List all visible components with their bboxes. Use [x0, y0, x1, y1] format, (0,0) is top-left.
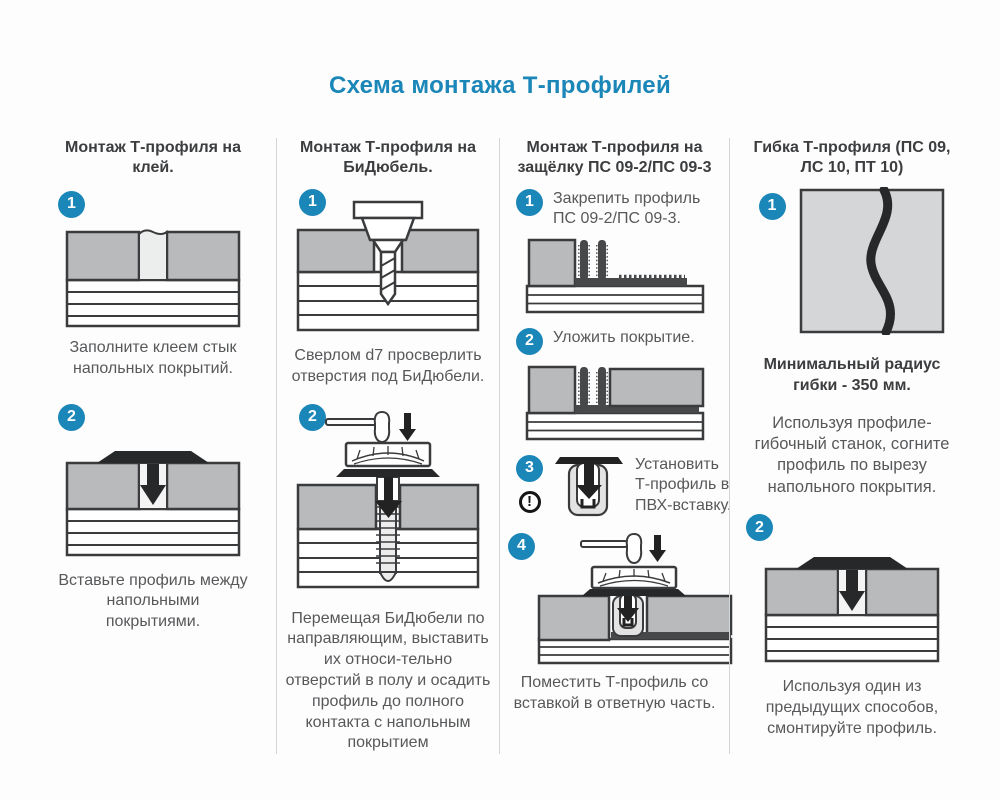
pvc-insert-diagram — [549, 455, 629, 521]
step-caption: Используя один из предыдущих способов, смонтируйте профиль. — [765, 678, 939, 737]
column-bidowel — [276, 138, 499, 754]
step-caption: Сверлом d7 просверлить отверстия под БиДюбели. — [291, 346, 485, 385]
step-number-badge: 3 — [516, 455, 543, 482]
tapping-block — [346, 443, 430, 466]
step-number-badge: 2 — [516, 328, 543, 355]
latch-profile-diagram — [525, 238, 705, 314]
column-bending-header: Гибка Т-профиля (ПС 09, ЛС 10, ПТ 10) — [753, 139, 951, 177]
latch-hammer-diagram — [537, 533, 733, 665]
machine-note: Используя профиле-гибочный станок, согните профиль по вырезу напольного покрытия. — [754, 413, 950, 496]
warning-icon: ! — [519, 491, 541, 513]
column-latch — [499, 138, 732, 754]
step-number-badge: 1 — [759, 193, 786, 220]
latch-covered-diagram — [525, 365, 705, 441]
t-profile-cap — [796, 557, 908, 569]
radius-note: Минимальный радиус гибки - 350 мм. — [763, 355, 941, 394]
columns-grid — [30, 138, 974, 754]
floor-covering — [610, 369, 703, 406]
t-profile-insert-diagram — [65, 441, 241, 559]
step-caption: Заполните клеем стык напольных покрытий. — [69, 338, 237, 377]
hammer-icon — [326, 412, 389, 442]
step-number-badge: 2 — [299, 404, 326, 431]
t-profile-insert-diagram — [764, 547, 940, 665]
column-glue-header: Монтаж Т-профиля на клей. — [65, 139, 241, 177]
step-label: Закрепить профиль ПС 09-2/ПС 09-3. — [553, 189, 701, 228]
step-number-badge: 2 — [746, 514, 773, 541]
down-arrow-icon — [399, 413, 416, 441]
step-number-badge: 4 — [508, 533, 535, 560]
step-number-badge: 1 — [58, 191, 85, 218]
down-arrow-icon — [649, 535, 666, 562]
column-bending — [729, 138, 974, 754]
step-number-badge: 1 — [516, 189, 543, 216]
step-caption: Вставьте профиль между напольными покрытиями. — [58, 571, 248, 631]
tapping-block — [592, 567, 676, 588]
step-caption: Поместить Т-профиль со вставкой в ответную часть. — [513, 673, 716, 712]
drill-diagram — [296, 200, 480, 336]
glue-seam — [139, 230, 167, 280]
column-latch-header: Монтаж Т-профиля на защёлку ПС 09-2/ПС 09-3 — [517, 139, 712, 177]
step-label: Установить Т-профиль в ПВХ-вставку. — [635, 455, 732, 514]
t-profile-cap — [97, 451, 209, 463]
step-label: Уложить покрытие. — [553, 328, 695, 346]
latch-profile — [575, 240, 687, 286]
bent-profile-diagram — [798, 187, 946, 335]
column-glue — [30, 138, 276, 754]
step-number-badge: 2 — [58, 404, 85, 431]
t-profile-cap — [336, 469, 440, 477]
glue-joint-diagram — [65, 226, 241, 328]
page-title: Схема монтажа Т-профилей — [328, 72, 672, 99]
bidowel-hammer-diagram — [296, 411, 480, 597]
t-profile-cap — [582, 589, 686, 596]
step-number-badge: 1 — [299, 189, 326, 216]
t-profile-cap — [555, 457, 623, 464]
hammer-icon — [581, 534, 641, 563]
step-caption: Перемещая БиДюбели по направляющим, выставить их относи-тельно отверстий в полу и осадить профиль до полного контакта с напольным покрытием — [285, 609, 491, 752]
column-bidowel-header: Монтаж Т-профиля на БиДюбель. — [300, 139, 476, 177]
